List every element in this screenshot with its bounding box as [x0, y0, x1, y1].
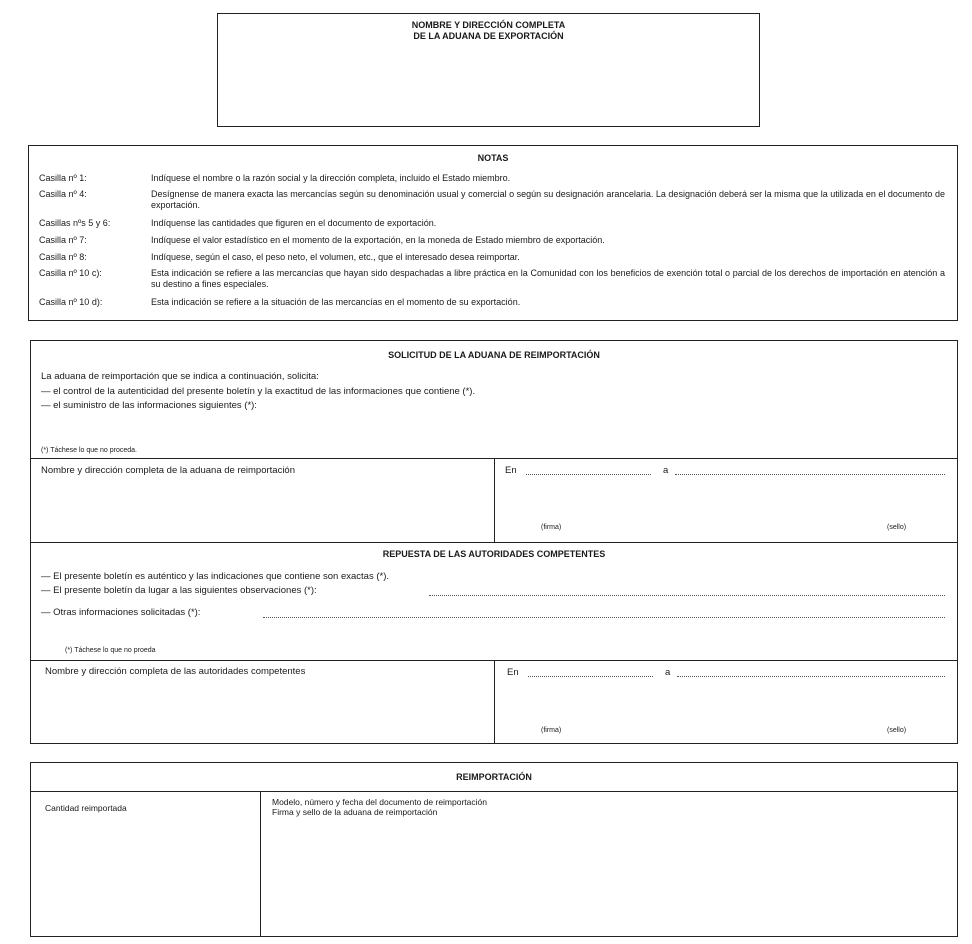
reply-column-divider	[494, 660, 495, 743]
notes-box	[28, 145, 958, 321]
reply-date-field[interactable]	[677, 676, 945, 677]
section-divider	[31, 542, 957, 543]
reimport-box	[30, 762, 958, 937]
reimport-document-label: Modelo, número y fecha del documento de reimportación	[272, 797, 487, 807]
export-office-title-line1: NOMBRE Y DIRECCIÓN COMPLETA	[411, 20, 566, 30]
request-intro: La aduana de reimportación que se indica a continuación, solicita:	[41, 371, 319, 382]
note-label: Casilla nº 8:	[39, 252, 87, 262]
note-text: Desígnense de manera exacta las mercancías según su denominación usual y comercial o según su designación arancelaria. La designación deberá ser la misma que la utilizada en el documento de exportación.	[151, 189, 945, 210]
reply-other-info-field[interactable]	[263, 617, 945, 618]
reply-line-1: — El presente boletín es auténtico y las indicaciones que contiene son exactas (*).	[41, 571, 390, 582]
reimport-signature-label: Firma y sello de la aduana de reimportación	[272, 807, 438, 817]
request-footnote: (*) Táchese lo que no proceda.	[41, 447, 137, 454]
note-text: Indíquese el valor estadístico en el momento de la exportación, en la moneda de Estado miembro de exportación.	[151, 235, 605, 245]
reply-footnote: (*) Táchese lo que no proeda	[65, 647, 156, 654]
note-text: Indíquese el nombre o la razón social y la dirección completa, incluido el Estado miembro.	[151, 173, 511, 183]
request-reply-box	[30, 340, 958, 744]
note-label: Casilla nº 1:	[39, 173, 87, 183]
authorities-label: Nombre y dirección completa de las autoridades competentes	[45, 666, 306, 677]
request-en-label: En	[505, 465, 517, 476]
note-label: Casilla nº 10 d):	[39, 297, 103, 307]
request-firma-label: (firma)	[541, 524, 562, 531]
note-label: Casilla nº 10 c):	[39, 268, 102, 278]
reply-observations-field[interactable]	[429, 595, 945, 596]
request-a-label: a	[663, 465, 669, 476]
request-date-field[interactable]	[675, 474, 945, 475]
reply-a-label: a	[665, 667, 671, 678]
reply-line-3: — Otras informaciones solicitadas (*):	[41, 607, 201, 618]
reply-line-2: — El presente boletín da lugar a las siguientes observaciones (*):	[41, 585, 317, 596]
reimport-column-divider	[260, 791, 261, 936]
reply-sello-label: (sello)	[887, 727, 907, 734]
export-office-title-line2: DE LA ADUANA DE EXPORTACIÓN	[413, 31, 564, 41]
note-text: Indíquese, según el caso, el peso neto, el volumen, etc., que el interesado desea reimportar.	[151, 252, 520, 262]
export-office-box	[217, 13, 760, 127]
request-place-field[interactable]	[526, 474, 651, 475]
note-text: Indíquense las cantidades que figuren en el documento de exportación.	[151, 218, 437, 228]
request-line-2: — el suministro de las informaciones siguientes (*):	[41, 400, 257, 411]
request-sello-label: (sello)	[887, 524, 907, 531]
note-label: Casillas nºs 5 y 6:	[39, 218, 111, 228]
notes-title: NOTAS	[477, 153, 509, 163]
reply-firma-label: (firma)	[541, 727, 562, 734]
note-label: Casilla nº 7:	[39, 235, 87, 245]
reimport-divider	[31, 791, 957, 792]
note-text: Esta indicación se refiere a las mercancías que hayan sido despachadas a libre práctica en la Comunidad con los beneficios de exención total o parcial de los derechos de importación en atención a su destino a fines especiales.	[151, 268, 945, 289]
note-label: Casilla nº 4:	[39, 189, 87, 199]
reimport-quantity-label: Cantidad reimportada	[45, 803, 127, 813]
request-line-1: — el control de la autenticidad del presente boletín y la exactitud de las informaciones que contiene (*).	[41, 386, 476, 397]
reply-place-field[interactable]	[528, 676, 653, 677]
note-text: Esta indicación se refiere a la situación de las mercancías en el momento de su exportación.	[151, 297, 521, 307]
reply-title: REPUESTA DE LAS AUTORIDADES COMPETENTES	[382, 549, 606, 559]
request-title: SOLICITUD DE LA ADUANA DE REIMPORTACIÓN	[388, 350, 600, 360]
request-column-divider	[494, 458, 495, 542]
reimport-title: REIMPORTACIÓN	[456, 772, 532, 782]
reimport-office-label: Nombre y dirección completa de la aduana de reimportación	[41, 465, 295, 476]
reply-en-label: En	[507, 667, 519, 678]
